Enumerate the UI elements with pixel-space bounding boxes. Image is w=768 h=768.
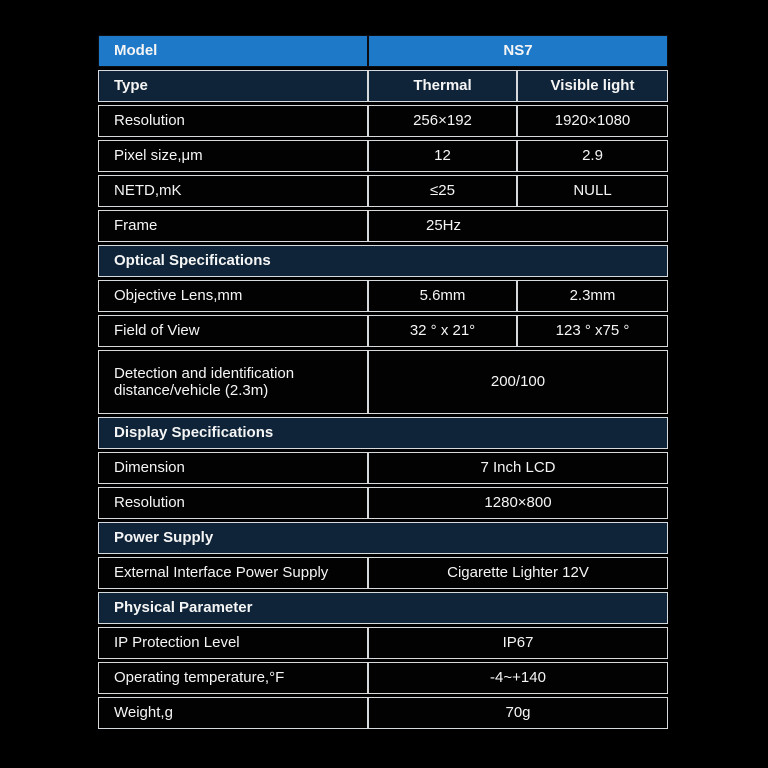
field-of-view-label: Field of View	[98, 315, 368, 347]
sensor-resolution-label: Resolution	[98, 105, 368, 137]
netd-label: NETD,mK	[98, 175, 368, 207]
weight-label: Weight,g	[98, 697, 368, 729]
field-of-view-row	[98, 315, 668, 347]
objective-lens-label: Objective Lens,mm	[98, 280, 368, 312]
dimension-label: Dimension	[98, 452, 368, 484]
display-resolution-label: Resolution	[98, 487, 368, 519]
ip-protection-row	[98, 627, 668, 659]
netd-thermal: ≤25	[368, 175, 517, 207]
external-power-label: External Interface Power Supply	[98, 557, 368, 589]
operating-temp-value: -4~+140	[368, 662, 668, 694]
pixel-size-thermal: 12	[368, 140, 517, 172]
ip-protection-value: IP67	[368, 627, 668, 659]
objective-lens-row	[98, 280, 668, 312]
external-power-value: Cigarette Lighter 12V	[368, 557, 668, 589]
sensor-resolution-visible: 1920×1080	[517, 105, 668, 137]
dimension-row	[98, 452, 668, 484]
ip-protection-label: IP Protection Level	[98, 627, 368, 659]
pixel-size-label: Pixel size,μm	[98, 140, 368, 172]
sensor-resolution-thermal: 256×192	[368, 105, 517, 137]
sensor-resolution-row	[98, 105, 668, 137]
field-of-view-thermal: 32 ° x 21°	[368, 315, 517, 347]
frame-value: 25Hz	[425, 217, 462, 235]
display-resolution-value: 1280×800	[368, 487, 668, 519]
detection-value: 200/100	[368, 350, 668, 414]
operating-temp-label: Operating temperature,°F	[98, 662, 368, 694]
operating-temp-row	[98, 662, 668, 694]
frame-value-cell	[368, 210, 668, 242]
frame-label: Frame	[98, 210, 368, 242]
type-visible: Visible light	[517, 70, 668, 102]
detection-row	[98, 350, 668, 414]
weight-row	[98, 697, 668, 729]
frame-row	[98, 210, 668, 242]
pixel-size-row	[98, 140, 668, 172]
type-row	[98, 70, 668, 102]
detection-label: Detection and identification distance/vehicle (2.3m)	[98, 350, 368, 414]
optical-section-title: Optical Specifications	[98, 245, 668, 277]
objective-lens-thermal: 5.6mm	[368, 280, 517, 312]
type-label: Type	[98, 70, 368, 102]
dimension-value: 7 Inch LCD	[368, 452, 668, 484]
physical-section-row	[98, 592, 668, 624]
model-value: NS7	[368, 35, 668, 67]
power-section-title: Power Supply	[98, 522, 668, 554]
display-section-title: Display Specifications	[98, 417, 668, 449]
netd-row	[98, 175, 668, 207]
model-row	[98, 35, 668, 67]
power-section-row	[98, 522, 668, 554]
objective-lens-visible: 2.3mm	[517, 280, 668, 312]
spec-table	[98, 32, 668, 732]
display-resolution-row	[98, 487, 668, 519]
pixel-size-visible: 2.9	[517, 140, 668, 172]
netd-visible: NULL	[517, 175, 668, 207]
type-thermal: Thermal	[368, 70, 517, 102]
optical-section-row	[98, 245, 668, 277]
display-section-row	[98, 417, 668, 449]
physical-section-title: Physical Parameter	[98, 592, 668, 624]
external-power-row	[98, 557, 668, 589]
model-label: Model	[98, 35, 368, 67]
weight-value: 70g	[368, 697, 668, 729]
field-of-view-visible: 123 ° x75 °	[517, 315, 668, 347]
